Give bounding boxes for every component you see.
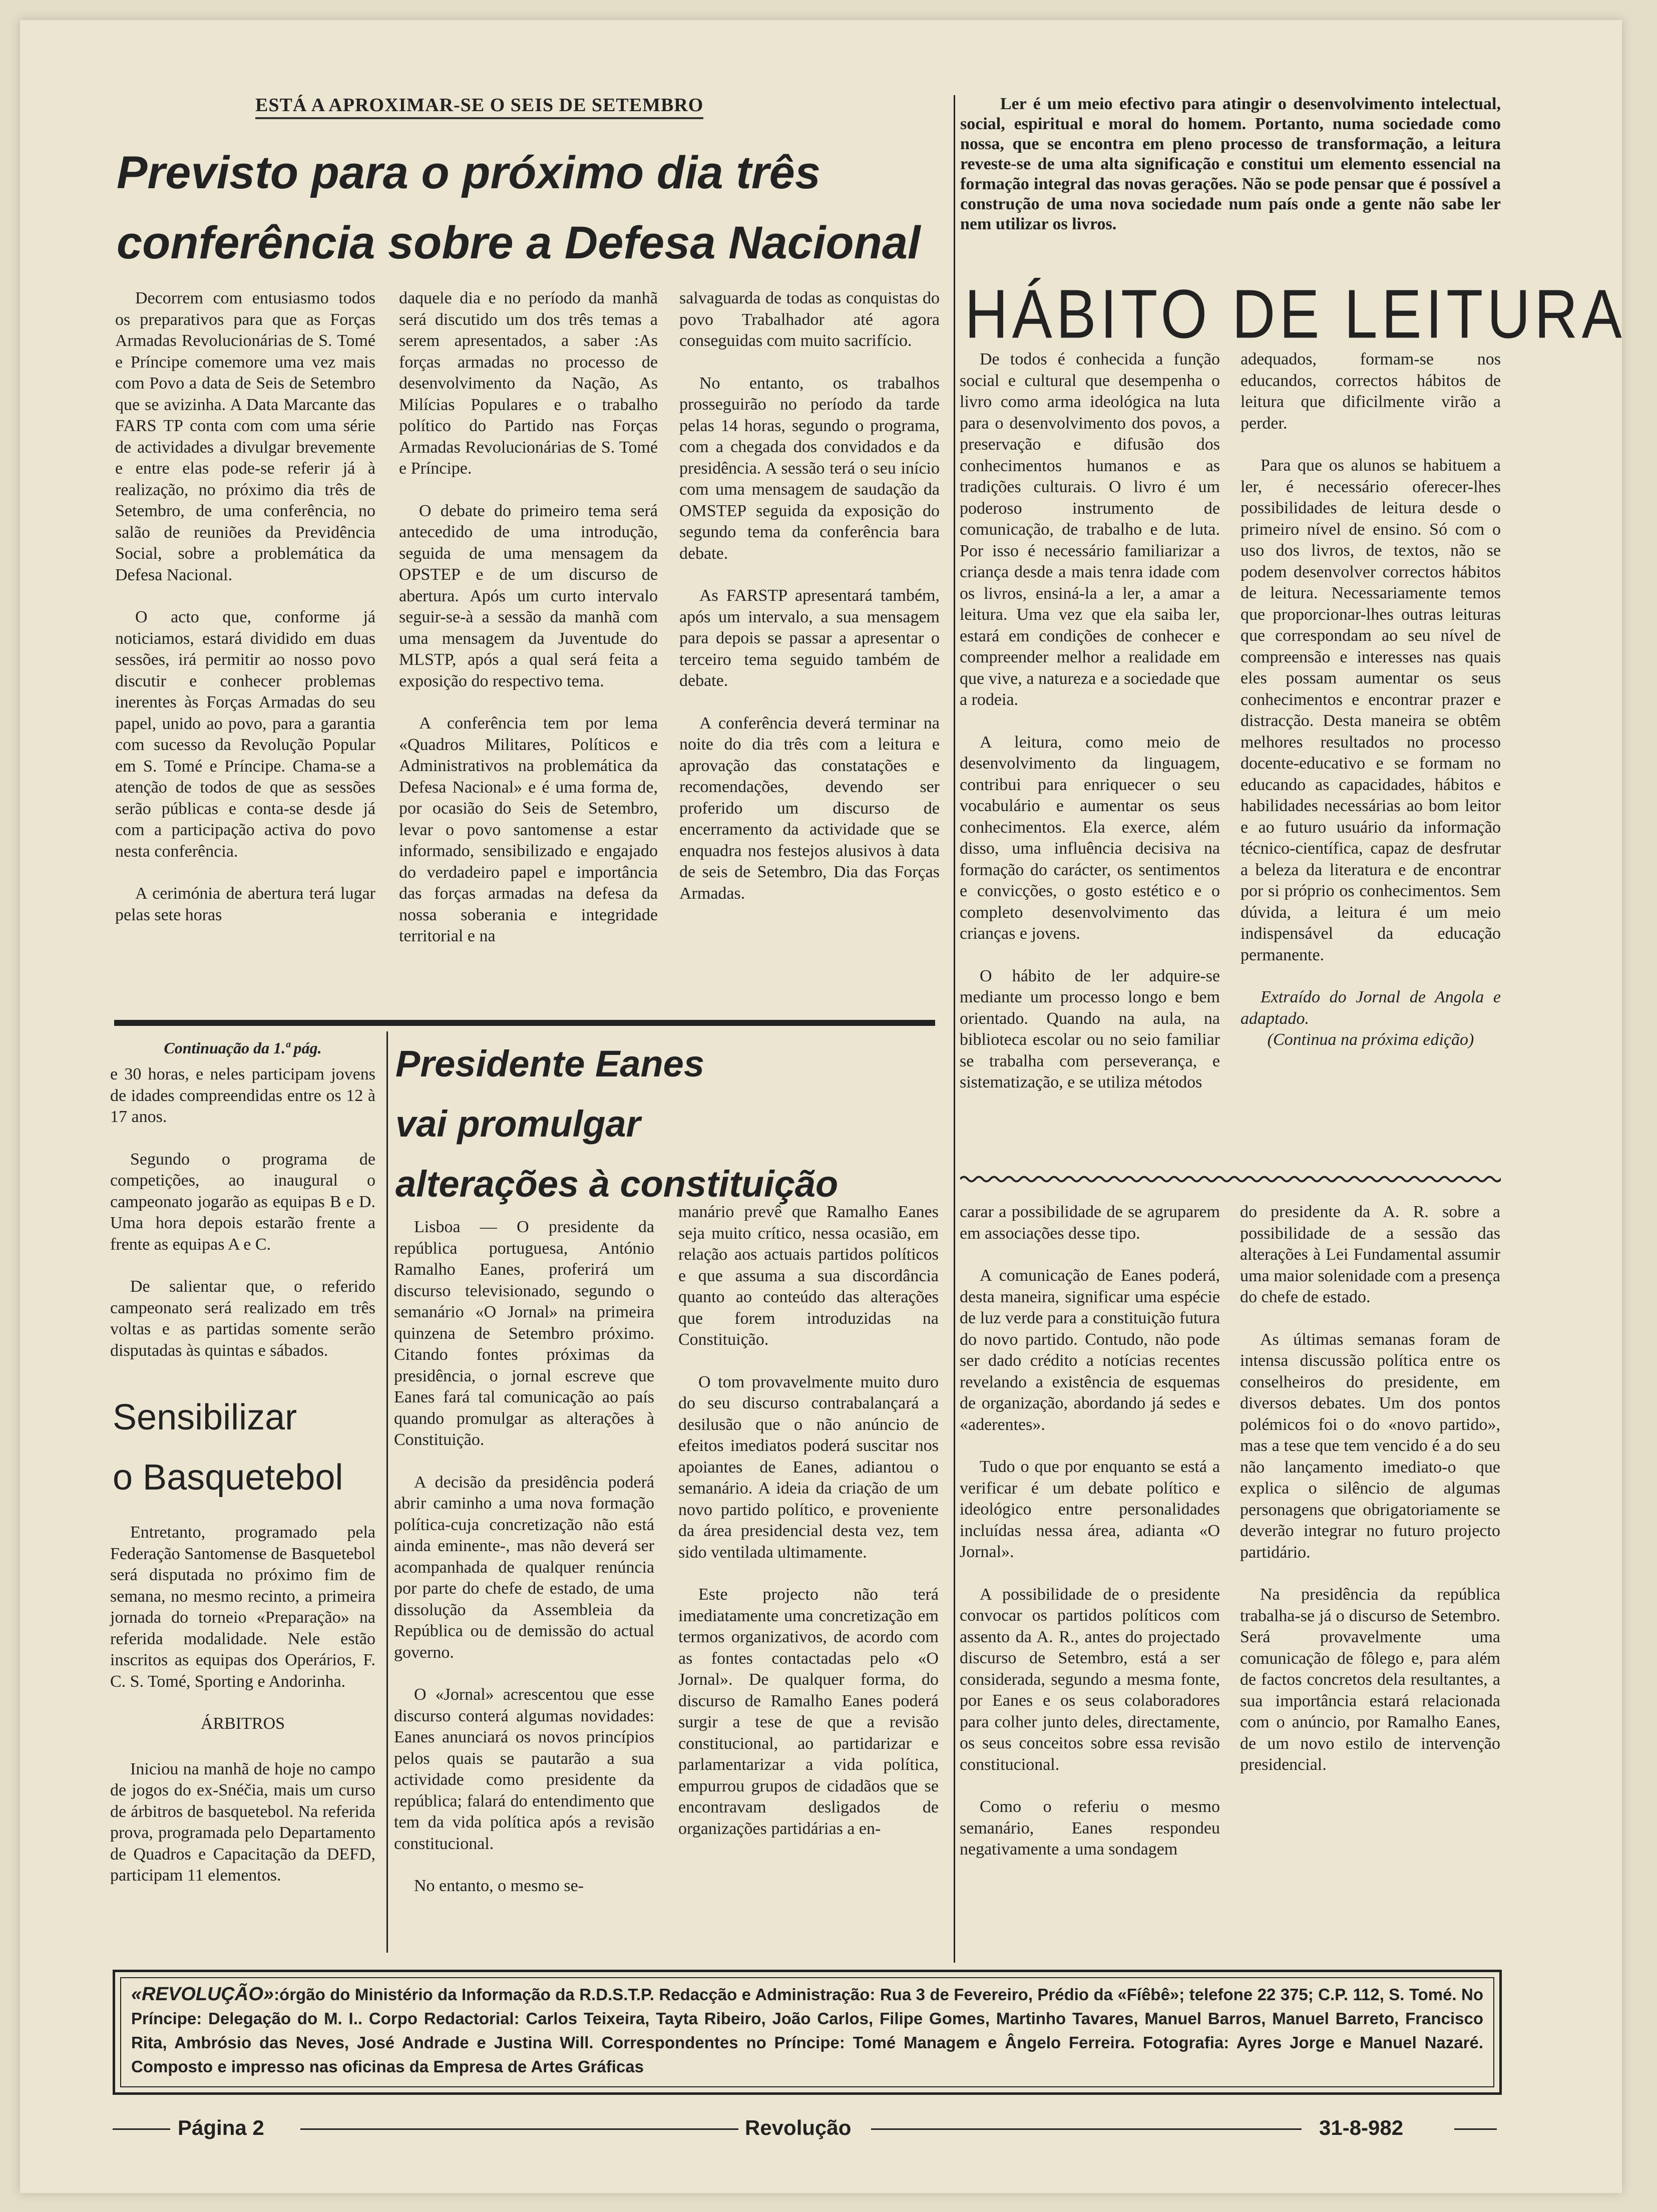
kicker: ESTÁ A APROXIMAR-SE O SEIS DE SETEMBRO <box>255 94 703 119</box>
paragraph: Na presidência da república trabalha-se já o discurso de Setembro. Será provavelmente uma comunicação de fôlego e, para além de factos concretos dela resultantes, a sua importância estará relacionada com o anúncio, por Ramalho Eanes, de um novo estilo de intervenção presidencial. <box>1240 1585 1500 1774</box>
continuation-text <box>110 1064 375 1382</box>
paragraph: Segundo o programa de competições, ao inaugural o campeonato jogarão as equipas B e D. Uma hora depois estarão frente a frente as equipas A e C. <box>110 1150 375 1254</box>
paragraph: O debate do primeiro tema será antecedido de uma introdução, seguida de uma mensagem da OPSTEP e de um discurso de abertura. Após um curto intervalo seguir-se-à a sessão da manhã com uma mensagem da Juventude do MLSTP, após a qual será feita a exposição do respectivo tema. <box>399 501 658 690</box>
paragraph: do presidente da A. R. sobre a possibilidade de a sessão das alterações à Lei Fundamental assumir uma maior solenidade com a presença do chefe de estado. <box>1240 1203 1500 1306</box>
paragraph: As últimas semanas foram de intensa discussão política entre os conselheiros do presidente, em diversos debates. Um dos pontos polémicos foi o do «novo partido», mas a tese que tem vencido é a do seu não lançamento imediato-o que explica o silêncio de algumas personagens que obrigatoriamente se deverão integrar no futuro projecto partidário. <box>1240 1330 1500 1562</box>
continuation-label: Continuação da 1.ª pág. <box>164 1039 322 1057</box>
paragraph: manário prevê que Ramalho Eanes seja muito crítico, nessa ocasião, em relação aos actuais partidos políticos e que assuma a sua discordância quanto ao conteúdo das alterações que forem introduzidas na Constituição. <box>678 1203 939 1349</box>
brand-name: «REVOLUÇÃO» <box>131 1984 274 2005</box>
leitura-title: HÁBITO DE LEITURA <box>965 275 1626 353</box>
footer-rule <box>871 2128 1302 2130</box>
eanes-col4 <box>1240 1202 1500 1797</box>
paragraph: Para que os alunos se habituem a ler, é necessário oferecer-lhes possibilidades de leitura desde o primeiro nível de ensino. Só com o uso dos livros, de textos, não se podem desenvolver correctos hábitos de leitura. Necessariamente temos que proporcionar-lhes outras leituras que correspondam ao seu nível de compreensão e interesses nas quais eles possam aumentar os seus conhecimentos e encontrar prazer e distracção. Desta maneira se obtêm melhores resultados no processo docente-educativo e se formam no educando as capacidades, hábitos e habilidades necessárias ao bom leitor e ao futuro usuário da informação técnico-científica, capaz de desfrutar a beleza da literatura e de encontrar por si próprio os conhecimentos. Sem dúvida, a leitura é um meio indispensável da educação permanente. <box>1240 456 1501 964</box>
eanes-headline-line-3: alterações à constituição <box>395 1163 839 1205</box>
paragraph: A possibilidade de o presidente convocar os partidos políticos com assento da A. R., antes do projectado discurso de Setembro, está a ser considerada, segundo a mesma fonte, por Eanes e os seus colaboradores para colher junto deles, directamente, os seus conceitos sobre essa revisão constitucional. <box>960 1585 1220 1774</box>
paragraph: adequados, formam-se nos educandos, correctos hábitos de leitura que dificilmente virão a perder. <box>1240 350 1501 433</box>
paragraph: O hábito de ler adquire-se mediante um processo longo e bem orientado. Quando na aula, na biblioteca escolar ou no seio familiar se trabalha com perseverança, e sistematização, e se utiliza métodos <box>960 966 1220 1091</box>
headline-line-2: conferência sobre a Defesa Nacional <box>117 217 921 268</box>
paragraph: carar a possibilidade de se agruparem em associações desse tipo. <box>960 1203 1220 1243</box>
left-article-col3 <box>679 288 940 925</box>
left-article-col2 <box>399 288 658 968</box>
left-article-col1 <box>115 288 375 947</box>
paragraph: A comunicação de Eanes poderá, desta maneira, significar uma espécie de luz verde para a constituição futura do novo partido. Contudo, não pode ser dado crédito a notícias recentes revelando a existência de esquemas de organização, abordando já sedes e «aderentes». <box>960 1266 1220 1434</box>
basket-title-line-2: o Basquetebol <box>113 1457 343 1498</box>
wavy-divider <box>960 1174 1501 1184</box>
basket-text <box>110 1522 375 1908</box>
paragraph: O «Jornal» acrescentou que esse discurso conterá algumas novidades: Eanes anunciará os novos princípios pelos quais se pautarão a sua actividade como presidente da república; falará do entendimento que tem da vida política após a revisão constitucional. <box>394 1685 654 1853</box>
masthead-box <box>113 1970 1502 2095</box>
paragraph: O acto que, conforme já noticiamos, estará dividido em duas sessões, irá permitir ao nosso povo discutir e conhecer problemas inerentes às Forças Armadas do seu papel, unido ao povo, para a garantia com sucesso da Revolução Popular em S. Tomé e Príncipe. Chama-se a atenção de todos de que as sessões serão públicas e conta-se desde já com a participação activa do povo nesta conferência. <box>115 608 375 861</box>
masthead-text: :órgão do Ministério da Informação da R.D.S.T.P. Redacção e Administração: Rua 3 de Fevereiro, Prédio da «Fíêbê»; telefone 22 375; C.P. 112, S. Tomé. No Príncipe: Delegação do M. I.. Corpo Redactorial: Carlos Teixeira, Tayta Ribeiro, João Carlos, Filipe Gomes, Martinho Tavares, Manuel Barros, Manuel Barreto, Francisco Rita, Ambrósio das Neves, José Andrade e Justina Will. Correspondentes no Príncipe: Tomé Managem e Ângelo Ferreira. Fotografia: Ayres Jorge e Manuel Nazaré. Composto e impresso nas oficinas da Empresa de Artes Gráficas <box>131 1985 1483 2076</box>
paragraph: salvaguarda de todas as conquistas do povo Trabalhador até agora conseguidas com muito sacrifício. <box>679 289 940 350</box>
issue-date: 31-8-982 <box>1319 2116 1404 2139</box>
paragraph: No entanto, o mesmo se- <box>414 1877 584 1895</box>
masthead-inner <box>120 1977 1494 2087</box>
leitura-intro <box>960 94 1501 234</box>
paper-name: Revolução <box>745 2116 852 2139</box>
eanes-headline-line-2: vai promulgar <box>395 1103 641 1145</box>
paragraph: De todos é conhecida a função social e cultural que desempenha o livro como arma ideológica na luta para o desenvolvimento dos povos, a preservação e difusão dos conhecimentos humanos e as tradições culturais. O livro é um poderoso instrumento de comunicação, de trabalho e de luta. Por isso é necessário familiarizar a criança desde a mais tenra idade com os livros, ensiná-la a ler, a amar a leitura. Uma vez que ela saiba ler, estará em condições de conhecer e compreender melhor a realidade em que vive, a natureza e a sociedade que a rodeia. <box>960 350 1220 709</box>
paragraph: Este projecto não terá imediatamente uma concretização em termos organizativos, de acordo com as fontes contactadas pelo «O Jornal». De qualquer forma, do discurso de Ramalho Eanes poderá surgir a tese de que a revisão constitucional, ao partidarizar e parlamentarizar a vida política, empurrou grupos de cidadãos que se encontravam desligados de organizações partidárias a en- <box>678 1585 939 1838</box>
paragraph: A decisão da presidência poderá abrir caminho a uma nova formação política-cuja concretização não está ainda eminente-, mas não deverá ser acompanhada de qualquer renúncia por parte do chefe de estado, de uma dissolução da Assembleia da República ou de demissão do actual governo. <box>394 1472 654 1662</box>
footer-rule-left <box>113 2128 170 2130</box>
column-rule <box>954 95 955 1963</box>
paragraph: As FARSTP apresentará também, após um intervalo, a sua mensagem para depois se passar a apresentar o terceiro tema seguido também de debate. <box>679 586 940 690</box>
footer-rule-right <box>1454 2128 1497 2130</box>
paragraph: A conferência tem por lema «Quadros Militares, Políticos e Administrativos na problemática da Defesa Nacional» e é uma forma de, por ocasião do Seis de Setembro, levar o povo santomense a estar informado, sensibilizado e engajado do verdadeiro papel e importância das forças armadas na defesa da nossa soberania e integridade territorial e na <box>399 714 658 945</box>
headline-line-1: Previsto para o próximo dia três <box>117 147 821 198</box>
eanes-headline-line-1: Presidente Eanes <box>395 1043 704 1084</box>
paragraph: Entretanto, programado pela Federação Santomense de Basquetebol será disputada no próximo fim de semana, no mesmo recinto, a primeira jornada do torneio «Preparação» na referida modalidade. Nele estão inscritos as equipas dos Operários, F. C. S. Tomé, Sporting e Andorinha. <box>110 1523 375 1691</box>
paragraph: Tudo o que por enquanto se está a verificar é um debate político e ideológico entre personalidades incluídas nessa área, adianta «O Jornal». <box>960 1457 1220 1561</box>
basket-title-line-1: Sensibilizar <box>113 1397 297 1437</box>
paragraph: A leitura, como meio de desenvolvimento da linguagem, contribui para enriquecer o seu vocabulário e aumentar os seus conhecimentos. Ela exerce, além disso, uma influência decisiva na formação do carácter, os sentimentos e convicções, o gosto estético e o completo desenvolvimento das crianças e jovens. <box>960 732 1220 943</box>
eanes-col2 <box>678 1202 939 1861</box>
paragraph: Lisboa — O presidente da república portuguesa, António Ramalho Eanes, proferirá um discurso televisionado, segundo o semanário «O Jornal» na primeira quinzena de Setembro próximo. Citando fontes próximas da presidência, o jornal escreve que Eanes fará tal comunicação ao país quando promulgar as alterações à Constituição. <box>394 1218 654 1449</box>
paragraph: De salientar que, o referido campeonato será realizado em três voltas e as partidas somente serão disputadas às quintas e sábados. <box>110 1277 375 1360</box>
subhead: ÁRBITROS <box>200 1714 285 1733</box>
section-divider <box>114 1020 935 1026</box>
paragraph: A cerimónia de abertura terá lugar pelas sete horas <box>115 884 375 924</box>
paragraph: Iniciou na manhã de hoje no campo de jogos do ex-Snéčia, mais um curso de árbitros de basquetebol. Na referida prova, programada pelo Departamento de Quadros e Capacitação da DEFD, participam 11 elementos. <box>110 1759 375 1885</box>
eanes-col3 <box>960 1202 1220 1882</box>
footer-rule <box>300 2128 738 2130</box>
paragraph: e 30 horas, e neles participam jovens de idades compreendidas entre os 12 à 17 anos. <box>110 1065 375 1126</box>
leitura-col1 <box>960 349 1220 1115</box>
paragraph: Ler é um meio efectivo para atingir o desenvolvimento intelectual, social, espiritual e moral do homem. Portanto, numa sociedade como nossa, que se encontra em pleno processo de transformação, a leitura reveste-se de uma alta significação e constitui um elemento essencial na formação integral das novas gerações. Não se pode pensar que é possível a construção de uma nova sociedade num país onde a gente não sabe ler nem utilizar os livros. <box>960 95 1501 233</box>
paragraph: A conferência deverá terminar na noite do dia três com a leitura e aprovação das constatações e recomendações, devendo ser proferido um discurso de encerramento da actividade que se enquadra nos festejos alusivos à data de seis de Setembro, Dia das Forças Armadas. <box>679 713 940 903</box>
source-credit: Extraído do Jornal de Angola e adaptado. <box>1240 988 1501 1028</box>
continue-note: (Continua na próxima edição) <box>1267 1030 1474 1049</box>
paragraph: No entanto, os trabalhos prosseguirão no período da tarde pelas 14 horas, segundo o programa, com a chegada dos convidados e da presidência. A sessão terá o seu início com uma mensagem de saudação da OMSTEP seguida da exposição do segundo tema da conferência bara debate. <box>679 374 940 563</box>
column-rule <box>386 1031 388 1953</box>
eanes-col1 <box>394 1217 654 1918</box>
leitura-col2 <box>1240 349 1501 1051</box>
paragraph: daquele dia e no período da manhã será discutido um dos três temas a serem apresentados, a saber :As forças armadas no processo de desenvolvimento da Nação, As Milícias Populares e o trabalho político do Partido nas Forças Armadas Revolucionárias de S. Tomé e Príncipe. <box>399 289 658 478</box>
page-number: Página 2 <box>178 2116 264 2139</box>
paragraph: Decorrem com entusiasmo todos os preparativos para que as Forças Armadas Revolucionárias de S. Tomé e Príncipe comemore uma vez mais com Povo a data de Seis de Setembro que se avizinha. A Data Marcante das FARS TP conta com com uma série de actividades a divulgar brevemente e entre elas pode-se referir já à realização, no próximo dia três de Setembro, de uma conferência, no salão de reuniões da Previdência Social, sobre a problemática da Defesa Nacional. <box>115 289 375 584</box>
paragraph: O tom provavelmente muito duro do seu discurso contrabalançará a desilusão que o não anúncio de efeitos imediatos poderá suscitar nos apoiantes de Eanes, adiantou o semanário. A ideia da criação de um novo partido político, e proveniente da área presidencial desta vez, tem sido ventilada ultimamente. <box>678 1372 939 1562</box>
paragraph: Como o referiu o mesmo semanário, Eanes respondeu negativamente a uma sondagem <box>960 1797 1220 1859</box>
